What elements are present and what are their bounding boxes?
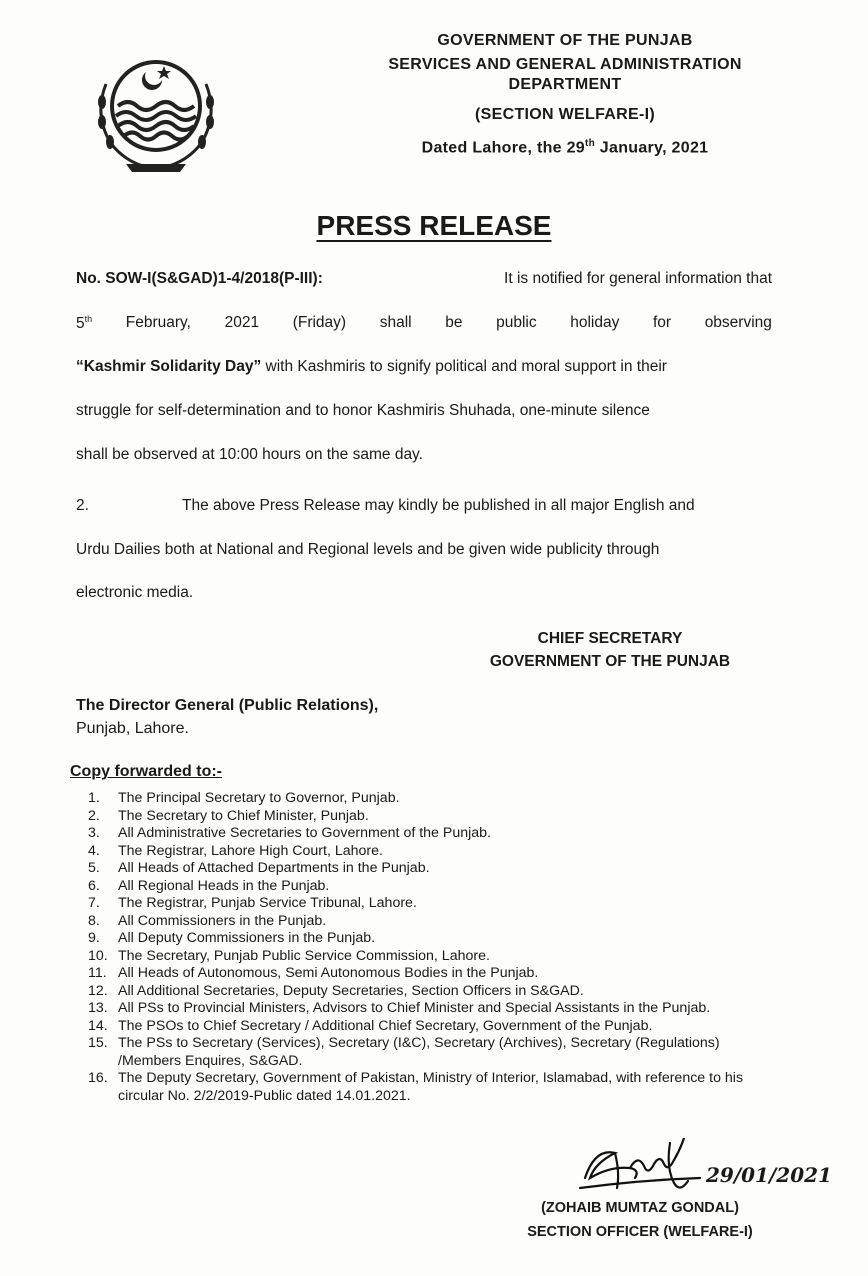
list-item: 10. The Secretary, Punjab Public Service Commission, Lahore. [88,947,490,964]
recipient-line1: The Director General (Public Relations), [76,697,379,714]
list-item: 9. All Deputy Commissioners in the Punjab. [88,930,376,946]
para1-line1: No. SOW-I(S&GAD)1-4/2018(P-III): It is notified for general information that [76,270,772,287]
list-item: 12. All Additional Secretaries, Deputy Secretaries, Section Officers in S&GAD. [88,982,584,999]
para1-line4: struggle for self-determination and to honor Kashmiris Shuhada, one-minute silence [76,402,650,419]
header-section: (SECTION WELFARE-I) [475,106,655,123]
list-item: 14. The PSOs to Chief Secretary / Additional Chief Secretary, Government of the Punjab. [88,1017,653,1034]
list-item: 15. The PSs to Secretary (Services), Secretary (I&C), Secretary (Archives), Secretary (Regulations) /Members Enquires, S&GAD. [88,1035,720,1069]
para2-line3: electronic media. [76,584,194,601]
copy-forwarded-heading: Copy forwarded to:- [70,763,222,780]
copy-forwarded-list [88,790,778,1105]
para2-line2: Urdu Dailies both at National and Regional levels and be given wide publicity through [76,541,660,558]
list-item: 3. All Administrative Secretaries to Government of the Punjab. [88,825,491,841]
list-item: 11. All Heads of Autonomous, Semi Autonomous Bodies in the Punjab. [88,965,539,981]
para1-line5: shall be observed at 10:00 hours on the same day. [76,446,423,463]
list-item: 8. All Commissioners in the Punjab. [88,912,327,929]
header-date: Dated Lahore, the 29th January, 2021 [421,138,709,157]
list-item: 2. The Secretary to Chief Minister, Punjab. [88,807,369,824]
para1-line2: 5th February, 2021 (Friday) shall be public holiday for observing [76,314,772,333]
list-item: 16. The Deputy Secretary, Government of Pakistan, Ministry of Interior, Islamabad, with reference to his circular No. 2/2/2019-Public dated 14.01.2021. [88,1070,744,1104]
handwritten-date: 29/01/2021 [706,1163,832,1187]
para2-line1: 2. The above Press Release may kindly be published in all major English and [76,497,695,514]
list-item: 7. The Registrar, Punjab Service Tribunal, Lahore. [88,895,417,911]
list-item: 13. All PSs to Provincial Ministers, Advisors to Chief Minister and Special Assistants in the Punjab. [88,1000,711,1016]
punjab-emblem-icon [86,44,226,184]
header-department-line1: SERVICES AND GENERAL ADMINISTRATION [388,56,742,73]
header-government: GOVERNMENT OF THE PUNJAB [437,32,693,49]
list-item: 5. All Heads of Attached Departments in the Punjab. [88,860,430,876]
para1-line3: “Kashmir Solidarity Day” with Kashmiris to signify political and moral support in their [76,358,667,375]
signatory-title: CHIEF SECRETARY [537,630,683,647]
officer-name: (ZOHAIB MUMTAZ GONDAL) [541,1200,739,1216]
list-item: 6. All Regional Heads in the Punjab. [88,877,330,894]
signatory-org: GOVERNMENT OF THE PUNJAB [489,653,731,670]
list-item: 1. The Principal Secretary to Governor, Punjab. [88,790,400,806]
officer-designation: SECTION OFFICER (WELFARE-I) [527,1224,753,1240]
reference-number: No. SOW-I(S&GAD)1-4/2018(P-III): [76,270,323,287]
list-item: 4. The Registrar, Lahore High Court, Lahore. [88,842,383,859]
page-title: PRESS RELEASE [316,210,552,241]
para2-number: 2. [76,497,89,514]
header-department-line2: DEPARTMENT [508,76,622,93]
recipient-line2: Punjab, Lahore. [76,720,189,737]
